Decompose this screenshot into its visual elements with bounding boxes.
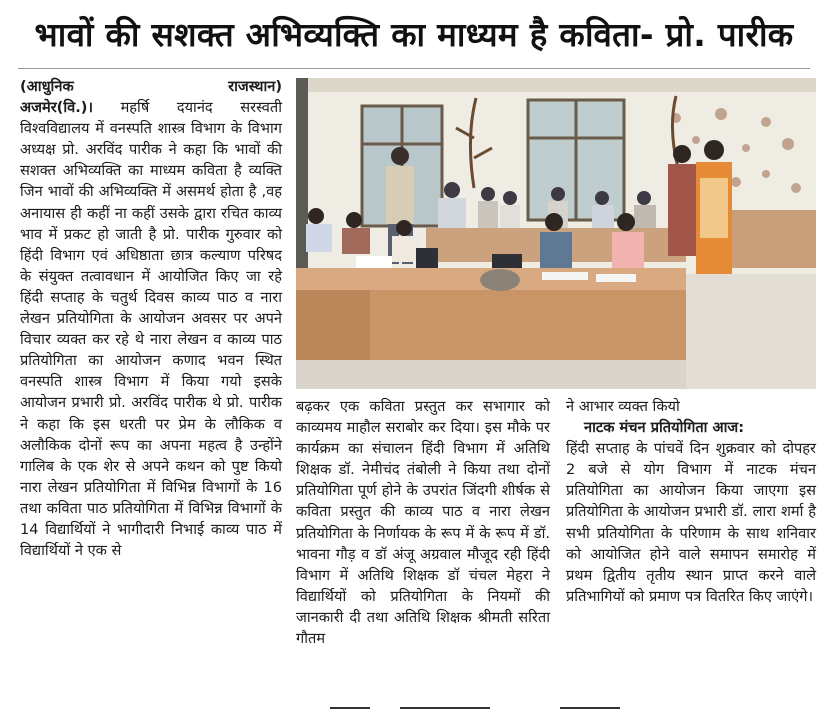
lead-text: महर्षि दयानंद सरस्वती विश्वविद्यालय में वनस्पति शास्त्र विभाग के विभाग अध्यक्ष प्रो. अरविंद पारीक ने कहा कि भावों की सशक्त अभिव्यक्ति का माध्यम कविता है व्यक्ति जिन भावों की अभिव्यक्ति में असमर्थ होता है ,वह अनायास ही कहीं ना कहीं उसके द्वारा रचित काव्य भाव में प्रकट हो जाती है प्रो. पारीक गुरुवार को हिंदी विभाग एवं अधिष्ठाता छात्र कल्याण परिषद के संयुक्त तत्वावधान में आयोजित किए जा रहे हिंदी सप्ताह के चतुर्थ दिवस काव्य पाठ व नारा लेखन प्रतियोगिता के आयोजन अवसर पर अपने विचार व्यक्त कर रहे थे नारा लेखन व काव्य पाठ प्रतियोगिता का आयोजन कणाद भवन स्थित वनस्पति शास्त्र विभाग में किया गयो इसके आयोजन प्रभारी प्रो. अरविंद पारीक थे प्रो. पारीक ने कहा कि इस धरती पर प्रेम के लौकिक व अलौकिक दोनों रूप का अपना महत्व है उन्होंने गालिब के एक शेर से अपने कथन को पुष्ट कियो नारा लेखन प्रतियोगिता में विभिन्न विभागों के 16 तथा कविता पाठ प्रतियोगिता में विभिन्न विभागों के 14 विद्यार्थियों ने भागीदारी निभाई काव्य पाठ में विद्यार्थियों ने एक से [20,99,282,560]
dateline-source: (आधुनिक [20,78,74,95]
article-column-3 [566,396,816,607]
article-paragraph: हिंदी सप्ताह के पांचवें दिन शुक्रवार को दोपहर 2 बजे से योग विभाग में नाटक मंचन प्रतियोगिता का आयोजन किया जाएगा इस प्रतियोगिता के आयोजन प्रभारी डॉ. लारा शर्मा है सभी प्रतियोगिता के परिणाम के साथ शनिवार को आयोजित होने वाले समापन समारोह में प्रथम द्वितीय तृतीय स्थान प्राप्त करने वाले प्रतिभागियों को प्रमाण पत्र वितरित किए जाएंगे। [566,440,816,605]
classroom-scene [296,78,816,389]
article-paragraph [20,97,282,561]
article-column-2 [296,396,550,649]
next-article-fragment [0,704,828,714]
article-paragraph: बढ़कर एक कविता प्रस्तुत कर सभागार को काव्यमय माहौल सराबोर कर दिया। इस मौके पर कार्यक्रम का संचालन हिंदी विभाग में अतिथि शिक्षक डॉ. नेमीचंद तंबोली ने किया तथा दोनों प्रतियोगिता पूर्ण होने के उपरांत जिंदगी शीर्षक से कविता प्रस्तुत की काव्य पाठ व नारा लेखन प्रतियोगिता के निर्णायक के रूप में के रूप में डॉ. भावना गौड़ व डॉ अंजू अग्रवाल मौजूद रही हिंदी विभाग में अतिथि शिक्षक डॉ चंचल मेहरा ने विद्यार्थियों को प्रतियोगिता के नियमों की जानकारी दी तथा अतिथि शिक्षक श्रीमती सरिता गौतम [296,398,550,648]
subheading: नाटक मंचन प्रतियोगिता आज: [584,419,745,437]
article-column-1 [20,76,282,561]
headline-rule [18,68,810,69]
carry-over-text: ने आभार व्यक्त कियो [566,398,680,415]
location-tag: अजमेर(वि.)। [20,99,93,117]
window-right [528,100,624,220]
dateline-state: राजस्थान) [228,78,282,95]
dateline [20,76,282,97]
headline: भावों की सशक्त अभिव्यक्ति का माध्यम है कविता- प्रो. पारीक [34,14,794,54]
news-photo [296,78,816,389]
